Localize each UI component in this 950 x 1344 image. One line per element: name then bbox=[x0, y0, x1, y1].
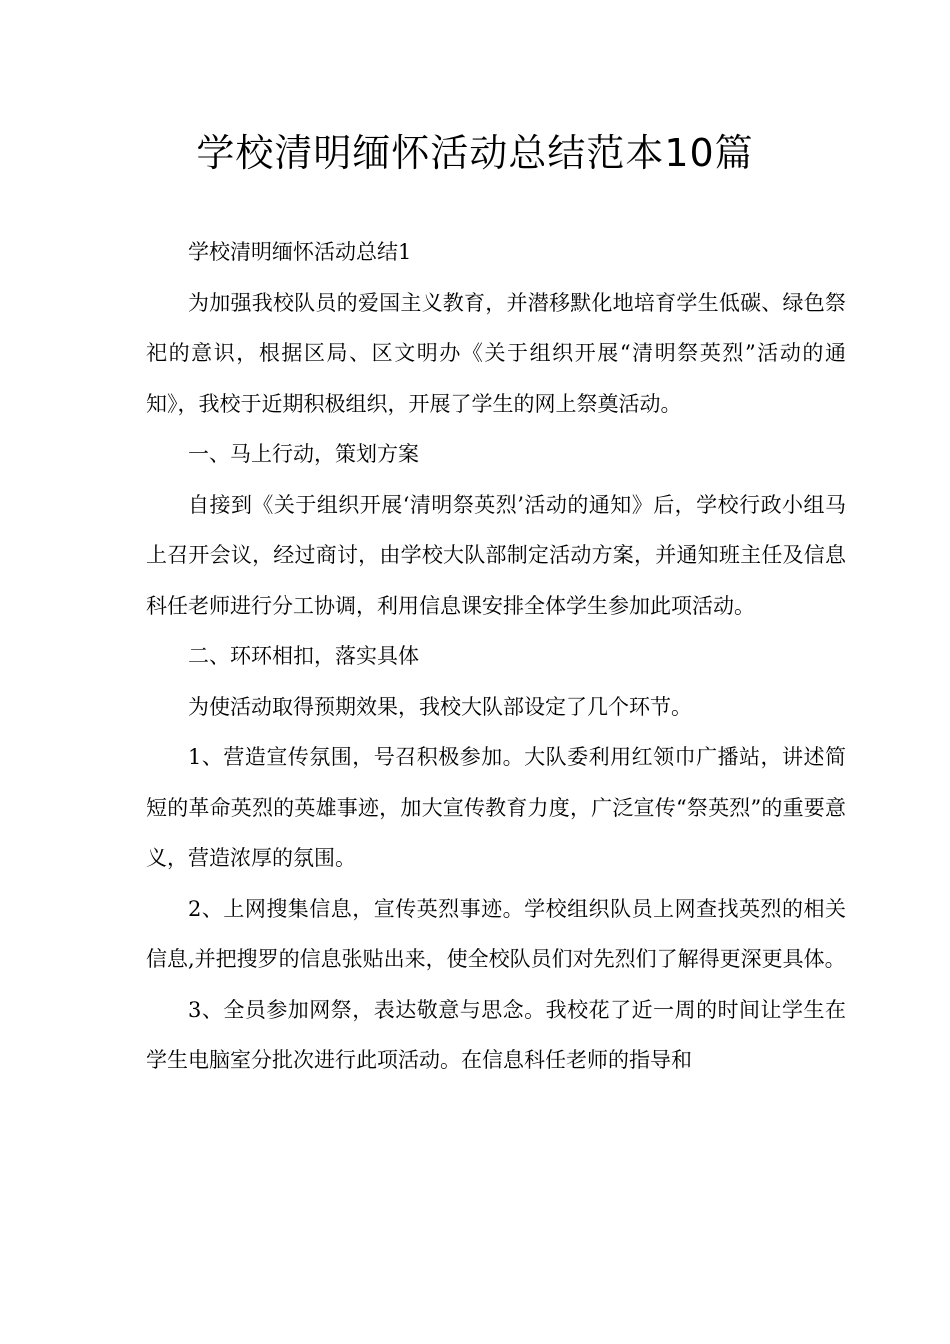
paragraph-step-2: 2、上网搜集信息，宣传英烈事迹。学校组织队员上网查找英烈的相关信息,并把搜罗的信息张贴出来，使全校队员们对先烈们了解得更深更具体。 bbox=[146, 896, 846, 971]
heading-one: 一、马上行动，策划方案 bbox=[188, 442, 419, 466]
document-title: 学校清明缅怀活动总结范本10篇 bbox=[196, 131, 754, 175]
document-body bbox=[146, 227, 846, 1086]
paragraph-steps-intro: 为使活动取得预期效果，我校大队部设定了几个环节。 bbox=[188, 694, 692, 719]
paragraph-step-1: 1、营造宣传氛围，号召积极参加。大队委利用红领巾广播站，讲述简短的革命英烈的英雄事迹，加大宣传教育力度，广泛宣传“祭英烈”的重要意义，营造浓厚的氛围。 bbox=[146, 745, 846, 870]
paragraph-step-3: 3、全员参加网祭，表达敬意与思念。我校花了近一周的时间让学生在学生电脑室分批次进行此项活动。在信息科任老师的指导和 bbox=[146, 997, 846, 1072]
paragraph-plan: 自接到《关于组织开展‘清明祭英烈’活动的通知》后，学校行政小组马上召开会议，经过商讨，由学校大队部制定活动方案，并通知班主任及信息科任老师进行分工协调，利用信息课安排全体学生参加此项活动。 bbox=[146, 492, 846, 618]
heading-two: 二、环环相扣，落实具体 bbox=[188, 644, 419, 668]
paragraph-intro: 为加强我校队员的爱国主义教育，并潜移默化地培育学生低碳、绿色祭祀的意识，根据区局、区文明办《关于组织开展“清明祭英烈”活动的通知》，我校于近期积极组织，开展了学生的网上祭奠活动。 bbox=[146, 290, 846, 416]
section-title: 学校清明缅怀活动总结1 bbox=[188, 240, 412, 264]
